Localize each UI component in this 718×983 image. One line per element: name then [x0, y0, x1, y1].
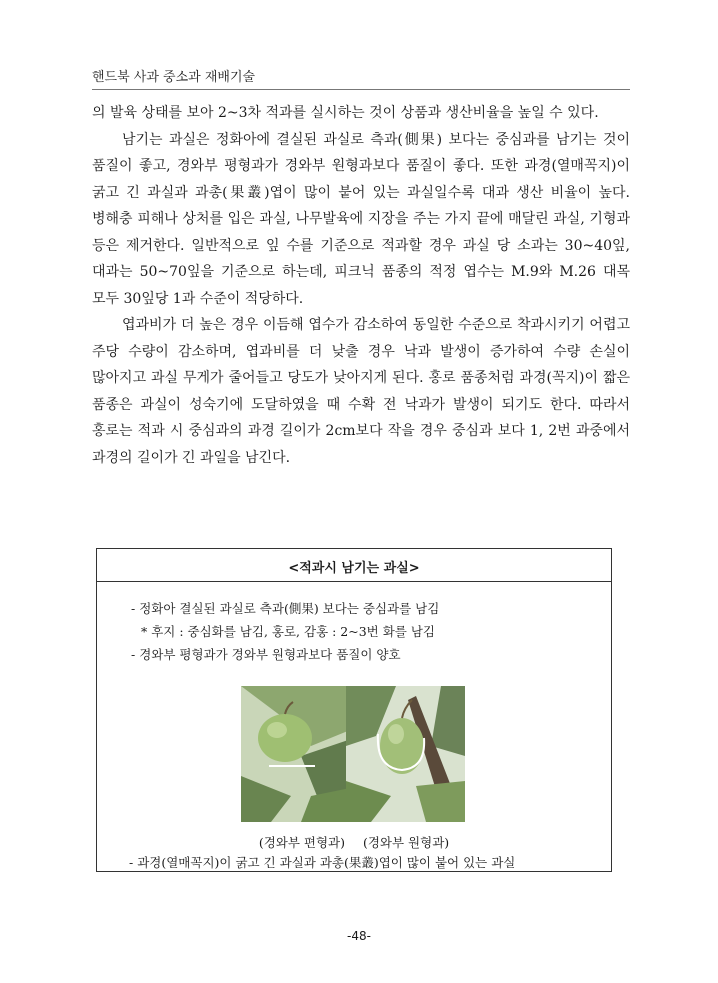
box-note: * 후지 : 중심화를 남김, 홍로, 감홍 : 2~3번 화를 남김 — [141, 624, 436, 639]
box-bullet: - 과경(열매꼭지)이 굵고 긴 과실과 과총(果叢)엽이 많이 붙어 있는 과실 — [129, 855, 516, 870]
photo-captions — [97, 833, 611, 851]
page-number: -48- — [347, 929, 371, 943]
summary-box — [96, 548, 612, 872]
body-paragraph: 의 발육 상태를 보아 2~3차 적과를 실시하는 것이 상품과 생산비율을 높일 수 있다. — [92, 105, 599, 121]
running-header: 핸드북 사과 중소과 재배기술 — [92, 70, 256, 85]
round-fruit-caption: (경와부 원형과) — [362, 835, 450, 850]
box-bullet: - 경와부 평형과가 경와부 원형과보다 품질이 양호 — [131, 647, 401, 662]
box-title-divider — [97, 581, 611, 582]
body-text — [92, 100, 630, 471]
flat-fruit-photo — [241, 686, 360, 822]
box-bullet: - 정화아 결실된 과실로 측과(側果) 보다는 중심과를 남김 — [131, 601, 440, 616]
round-fruit-photo — [346, 686, 465, 822]
header-rule — [92, 89, 630, 90]
box-title: <적과시 남기는 과실> — [288, 561, 420, 576]
flat-fruit-caption: (경와부 편형과) — [258, 835, 345, 850]
body-paragraph: 엽과비가 더 높은 경우 이듬해 엽수가 감소하여 동일한 수준으로 착과시키기 어렵고 주당 수량이 감소하며, 엽과비를 더 낮출 경우 낙과 발생이 증가하여 수량 손실이 많아지고 과실 무게가 줄어들고 당도가 낮아지게 된다. 홍로 품종처럼 과경(꼭지)이 짧은 품종은 과실이 성숙기에 도달하였을 때 수확 전 낙과가 발생이 되기도 한다. 따라서 홍로는 적과 시 중심과의 과경 길이가 2cm보다 작을 경우 중심과 보다 1, 2번 과중에서 과경의 길이가 긴 과일을 남긴다. — [92, 317, 630, 466]
body-paragraph: 남기는 과실은 정화아에 결실된 과실로 측과(側果) 보다는 중심과를 남기는 것이 품질이 좋고, 경와부 평형과가 경와부 원형과보다 품질이 좋다. 또한 과경(열매꼭지)이 굵고 긴 과실과 과총(果叢)엽이 많이 붙어 있는 과실일수록 대과 생산 비율이 높다. 병해충 피해나 상처를 입은 과실, 나무발육에 지장을 주는 가지 끝에 매달린 과실, 기형과 등은 제거한다. 일반적으로 잎 수를 기준으로 적과할 경우 과실 당 소과는 30~40잎, 대과는 50~70잎을 기준으로 하는데, 피크닉 품종의 적정 엽수는 M.9와 M.26 대목 모두 30잎당 1과 수준이 적당하다. — [92, 131, 631, 307]
